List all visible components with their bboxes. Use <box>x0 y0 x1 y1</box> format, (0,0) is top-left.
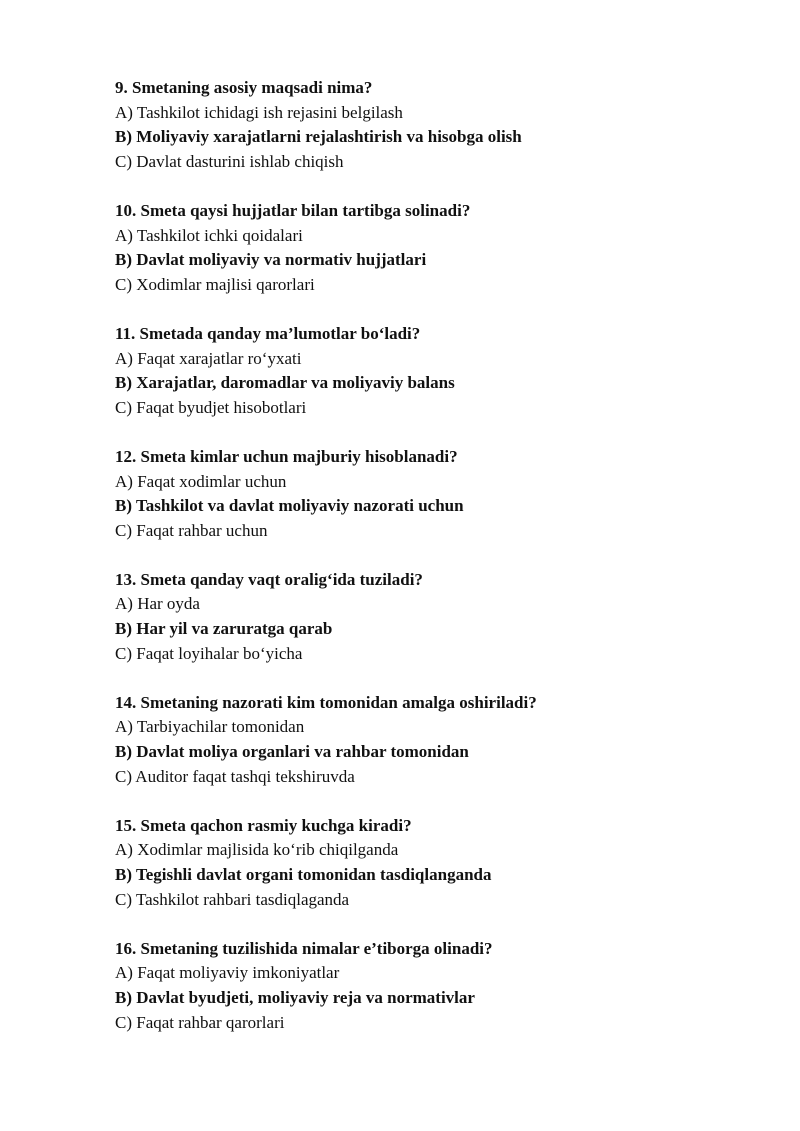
option-b-correct: B) Tegishli davlat organi tomonidan tasdiqlanganda <box>115 865 492 884</box>
option-c: C) Xodimlar majlisi qarorlari <box>115 274 315 294</box>
option-b-correct: B) Xarajatlar, daromadlar va moliyaviy balans <box>115 373 455 393</box>
option-b-correct: B) Davlat moliyaviy va normativ hujjatlari <box>115 250 427 270</box>
option-a: A) Tashkilot ichidagi ish rejasini belgilash <box>115 102 403 122</box>
option-c: C) Faqat byudjet hisobotlari <box>115 397 307 417</box>
option-c: C) Faqat loyihalar bo‘yicha <box>115 643 303 663</box>
question-12 <box>115 445 755 543</box>
option-a: A) Tarbiyachilar tomonidan <box>115 717 305 737</box>
option-b-correct: B) Moliyaviy xarajatlarni rejalashtirish va hisobga olish <box>115 127 522 147</box>
question-title: 15. Smeta qachon rasmiy kuchga kiradi? <box>115 815 412 835</box>
option-c: C) Auditor faqat tashqi tekshiruvda <box>115 766 355 786</box>
option-c: C) Tashkilot rahbari tasdiqlaganda <box>115 889 350 909</box>
option-a: A) Tashkilot ichki qoidalari <box>115 225 303 245</box>
question-title: 14. Smetaning nazorati kim tomonidan amalga oshiriladi? <box>115 692 537 712</box>
question-10 <box>115 199 755 297</box>
question-15 <box>115 814 755 912</box>
question-title: 12. Smeta kimlar uchun majburiy hisoblanadi? <box>115 446 458 466</box>
question-title: 9. Smetaning asosiy maqsadi nima? <box>115 78 373 97</box>
option-a: A) Faqat xarajatlar ro‘yxati <box>115 348 302 368</box>
option-b-correct: B) Davlat byudjeti, moliyaviy reja va normativlar <box>115 987 475 1007</box>
option-b-correct: B) Har yil va zaruratga qarab <box>115 619 333 639</box>
document-page <box>115 76 755 1060</box>
option-b-correct: B) Davlat moliya organlari va rahbar tomonidan <box>115 742 469 762</box>
option-a: A) Har oyda <box>115 594 200 614</box>
question-16 <box>115 937 755 1035</box>
question-13 <box>115 568 755 666</box>
option-c: C) Faqat rahbar qarorlari <box>115 1012 285 1032</box>
question-11 <box>115 322 755 420</box>
option-a: A) Xodimlar majlisida ko‘rib chiqilganda <box>115 840 399 860</box>
option-c: C) Faqat rahbar uchun <box>115 520 268 540</box>
option-b-correct: B) Tashkilot va davlat moliyaviy nazorati uchun <box>115 496 464 516</box>
question-title: 11. Smetada qanday ma’lumotlar bo‘ladi? <box>115 323 421 343</box>
option-a: A) Faqat moliyaviy imkoniyatlar <box>115 963 340 983</box>
question-title: 10. Smeta qaysi hujjatlar bilan tartibga solinadi? <box>115 200 471 220</box>
option-a: A) Faqat xodimlar uchun <box>115 471 287 491</box>
question-title: 16. Smetaning tuzilishida nimalar e’tiborga olinadi? <box>115 938 493 958</box>
question-9 <box>115 76 755 174</box>
question-14 <box>115 691 755 789</box>
question-title: 13. Smeta qanday vaqt oralig‘ida tuziladi? <box>115 569 423 589</box>
option-c: C) Davlat dasturini ishlab chiqish <box>115 151 344 171</box>
